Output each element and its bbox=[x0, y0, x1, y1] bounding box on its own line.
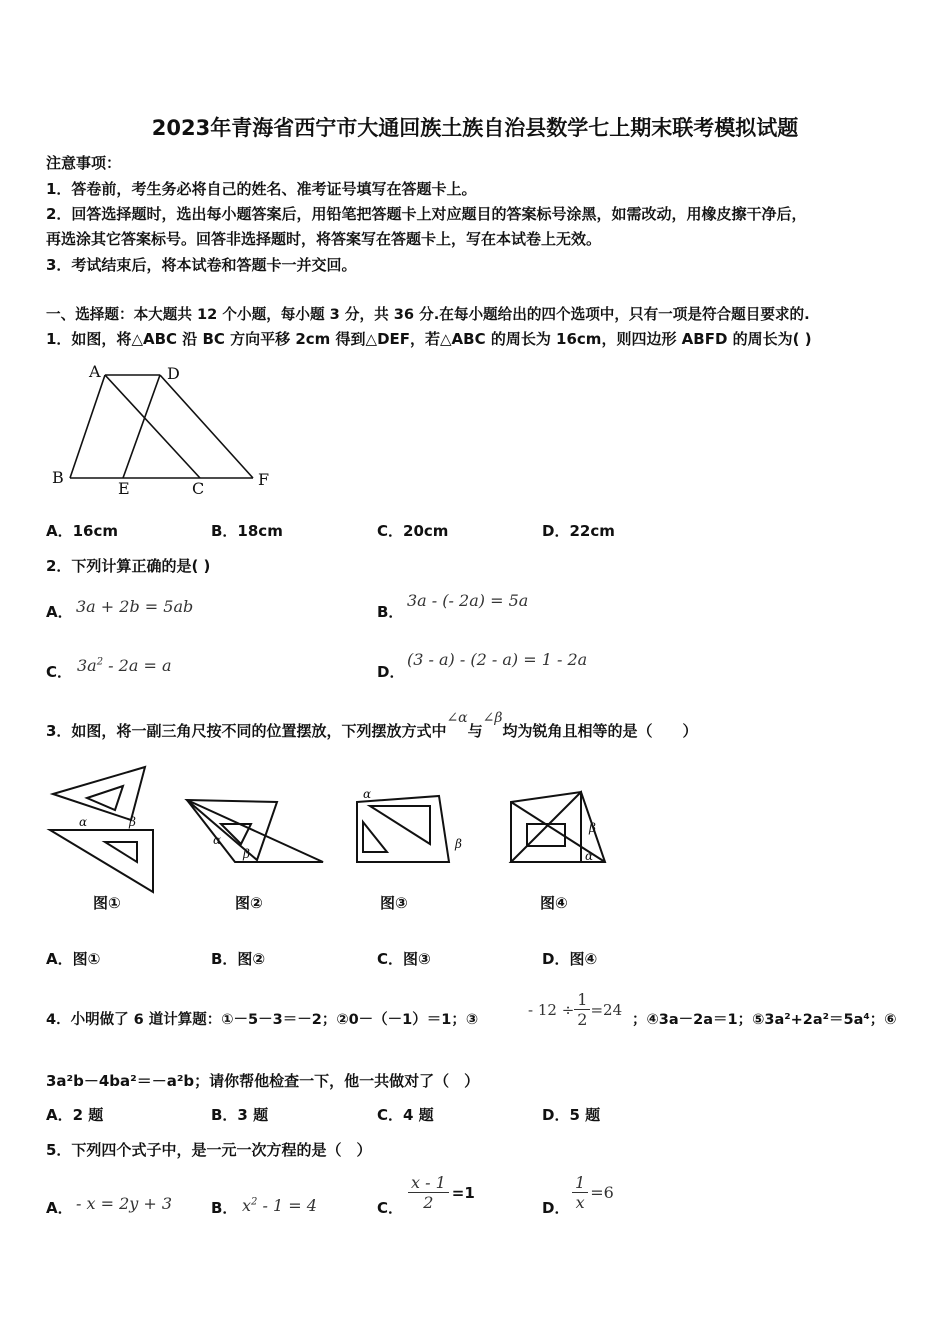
q5-option-d bbox=[572, 1173, 614, 1212]
q5-label-c[interactable]: C． bbox=[377, 1199, 404, 1217]
q5-c-num: x - 1 bbox=[408, 1173, 449, 1193]
fig3-alpha: α bbox=[363, 787, 372, 801]
q5-option-b bbox=[242, 1196, 317, 1215]
q3-beta: ∠β bbox=[482, 710, 503, 726]
q5-label-a[interactable]: A． bbox=[46, 1199, 73, 1217]
caption-fig2: 图② bbox=[235, 894, 263, 912]
q4-stem-part2: ；④3a－2a＝1；⑤3a²+2a²＝5a⁴；⑥ bbox=[632, 1012, 897, 1028]
caption-fig1: 图① bbox=[93, 894, 121, 912]
q5-d-num: 1 bbox=[572, 1173, 588, 1193]
q3-stem-mid: 与 bbox=[467, 722, 483, 740]
q4-expr-right: =24 bbox=[590, 1000, 623, 1019]
q1-option-a[interactable]: A．16cm bbox=[46, 522, 119, 540]
point-e: E bbox=[118, 479, 130, 498]
q5-c-tail: =1 bbox=[451, 1183, 475, 1202]
q5-d-tail: =6 bbox=[590, 1183, 614, 1202]
caption-fig3: 图③ bbox=[380, 894, 408, 912]
q2-c-sup: 2 bbox=[96, 656, 104, 668]
fig2-beta: β bbox=[243, 847, 250, 861]
q2-option-a: 3a + 2b = 5ab bbox=[76, 597, 194, 616]
q5-b-sup: 2 bbox=[251, 1196, 258, 1208]
q3-option-b[interactable]: B．图② bbox=[211, 950, 266, 968]
fig4-beta: β bbox=[589, 821, 596, 835]
notice-item-2a: 2．回答选择题时，选出每小题答案后，用铅笔把答题卡上对应题目的答案标号涂黑，如需改动，用橡皮擦干净后， bbox=[46, 205, 807, 223]
q2-c-part2: - 2a = a bbox=[103, 656, 172, 675]
section-heading: 一、选择题：本大题共 12 个小题，每小题 3 分，共 36 分.在每小题给出的四个选项中，只有一项是符合题目要求的. bbox=[46, 306, 810, 323]
q1-option-c[interactable]: C．20cm bbox=[377, 522, 449, 540]
q5-option-a: - x = 2y + 3 bbox=[76, 1194, 173, 1213]
q4-expr-left: - 12 ÷ bbox=[528, 1000, 575, 1019]
q3-option-a[interactable]: A．图① bbox=[46, 950, 101, 968]
q1-option-d[interactable]: D．22cm bbox=[542, 522, 615, 540]
page-title: 2023年青海省西宁市大通回族土族自治县数学七上期末联考模拟试题 bbox=[151, 116, 799, 140]
q1-stem: 1．如图，将△ABC 沿 BC 方向平移 2cm 得到△DEF，若△ABC 的周长为 16cm，则四边形 ABFD 的周长为( ) bbox=[46, 330, 812, 348]
q5-c-den: 2 bbox=[423, 1193, 434, 1212]
q5-b-part2: - 1 = 4 bbox=[257, 1196, 317, 1215]
q5-label-b[interactable]: B． bbox=[211, 1199, 238, 1217]
q5-d-fraction bbox=[572, 1173, 588, 1212]
fig2-alpha: α bbox=[213, 833, 222, 847]
q2-label-b[interactable]: B． bbox=[377, 603, 404, 621]
q4-frac-num: 1 bbox=[574, 990, 590, 1010]
q2-label-a[interactable]: A． bbox=[46, 603, 73, 621]
q3-option-c[interactable]: C．图③ bbox=[377, 950, 431, 968]
notice-item-1: 1．答卷前，考生务必将自己的姓名、准考证号填写在答题卡上。 bbox=[46, 180, 477, 198]
q4-option-d[interactable]: D．5 题 bbox=[542, 1106, 601, 1124]
q5-b-part1: x bbox=[242, 1196, 252, 1215]
q4-stem-line2: 3a²b－4ba²＝－a²b；请你帮他检查一下，他一共做对了（ ） bbox=[46, 1072, 480, 1090]
q1-figure bbox=[45, 360, 285, 500]
q4-option-c[interactable]: C．4 题 bbox=[377, 1106, 434, 1124]
q4-option-b[interactable]: B．3 题 bbox=[211, 1106, 269, 1124]
q2-option-b: 3a - (- 2a) = 5a bbox=[407, 591, 529, 610]
q5-d-den: x bbox=[575, 1193, 585, 1212]
q5-stem: 5．下列四个式子中，是一元一次方程的是（ ） bbox=[46, 1141, 372, 1159]
q3-stem-part2: 均为锐角且相等的是（ ） bbox=[502, 722, 698, 740]
fig3-beta: β bbox=[455, 837, 462, 851]
point-d: D bbox=[167, 364, 180, 383]
q1-option-b[interactable]: B．18cm bbox=[211, 522, 283, 540]
q4-frac-den: 2 bbox=[577, 1010, 588, 1029]
caption-fig4: 图④ bbox=[540, 894, 568, 912]
point-c: C bbox=[192, 479, 205, 498]
q4-option-a[interactable]: A．2 题 bbox=[46, 1106, 104, 1124]
q2-option-c bbox=[77, 656, 172, 675]
point-f: F bbox=[258, 470, 270, 489]
point-b: B bbox=[52, 468, 64, 487]
q3-stem bbox=[46, 710, 698, 741]
q5-c-fraction bbox=[408, 1173, 449, 1212]
notice-item-2b: 再选涂其它答案标号。回答非选择题时，将答案写在答题卡上，写在本试卷上无效。 bbox=[46, 230, 602, 248]
q4-expression bbox=[528, 990, 622, 1029]
q3-figures bbox=[45, 762, 625, 922]
q2-stem: 2．下列计算正确的是( ) bbox=[46, 557, 211, 575]
q3-stem-part1: 3．如图，将一副三角尺按不同的位置摆放，下列摆放方式中 bbox=[46, 722, 447, 740]
q4-stem-part1: 4．小明做了 6 道计算题：①－5－3＝－2；②0－（－1）＝1；③ bbox=[46, 1012, 479, 1028]
q2-c-part1: 3a bbox=[77, 656, 97, 675]
q3-option-d[interactable]: D．图④ bbox=[542, 950, 598, 968]
point-a: A bbox=[89, 362, 101, 381]
q2-label-d[interactable]: D． bbox=[377, 663, 405, 681]
fig1-beta: β bbox=[129, 815, 136, 829]
fig1-alpha: α bbox=[79, 815, 88, 829]
q3-alpha: ∠α bbox=[446, 710, 468, 726]
notice-item-3: 3．考试结束后，将本试卷和答题卡一并交回。 bbox=[46, 256, 357, 274]
notice-heading: 注意事项： bbox=[46, 154, 122, 172]
q2-label-c[interactable]: C． bbox=[46, 663, 73, 681]
q2-option-d: (3 - a) - (2 - a) = 1 - 2a bbox=[407, 650, 588, 669]
fig4-alpha: α bbox=[585, 849, 594, 863]
q4-fraction bbox=[574, 990, 590, 1029]
q5-label-d[interactable]: D． bbox=[542, 1199, 570, 1217]
q5-option-c bbox=[408, 1173, 475, 1212]
